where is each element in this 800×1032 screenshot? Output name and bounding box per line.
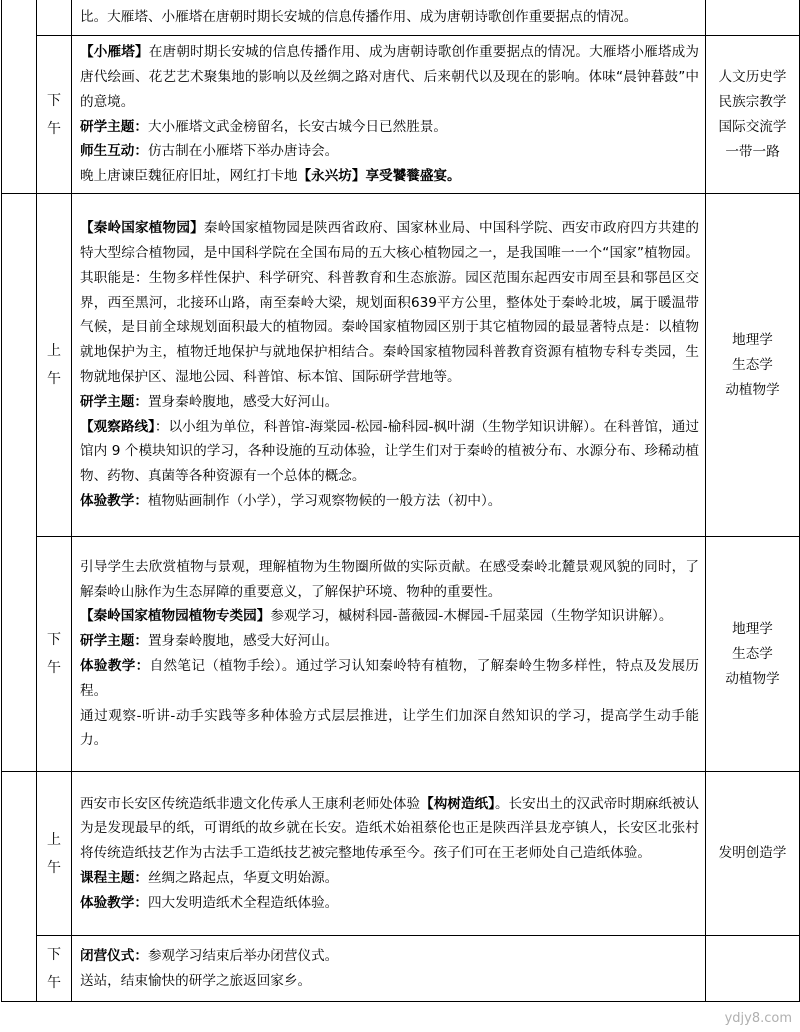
subject-item: 发明创造学	[718, 845, 787, 861]
subject-cell	[706, 772, 800, 936]
activity-title: 【构树造纸】	[420, 795, 495, 812]
experience-teaching: 体验教学：植物贴画制作（小学），学习观察物候的一般方法（初中）。	[80, 492, 502, 509]
half-day-cell: 上 午	[37, 194, 72, 537]
subject-cell-empty	[706, 936, 800, 1002]
table-row	[2, 772, 800, 936]
activity-paragraph: 【秦岭国家植物园植物专类园】参观学习，槭树科园-蔷薇园-木樨园-千屈菜园（生物学知识讲解）。	[80, 608, 673, 625]
subject-item: 动植物学	[725, 381, 780, 398]
activity-paragraph: 西安市长安区传统造纸非遗文化传承人王康利老师处体验【构树造纸】。长安出土的汉武帝时期麻纸被认为是发现最早的纸，可谓纸的故乡就在长安。造纸术始祖蔡伦也正是陕西洋县龙亭镇人，长安区北张村将传统造纸技艺作为古法手工造纸技艺被完整地传承至今。孩子们可在王老师处自己造纸体验。	[80, 795, 700, 862]
research-theme: 研学主题：大小雁塔文武金榜留名，长安古城今日已然胜景。	[80, 118, 448, 135]
activity-cell	[72, 0, 706, 36]
activity-paragraph: 引导学生去欣赏植物与景观，理解植物为生物圈所做的实际贡献。在感受秦岭北麓景观风貌的同时，了解秦岭山脉作为生态屏障的重要意义，了解保护环境、物种的重要性。	[80, 558, 699, 600]
activity-cell	[72, 772, 706, 936]
subject-item: 生态学	[732, 356, 773, 373]
experience-teaching: 体验教学：四大发明造纸术全程造纸体验。	[80, 894, 339, 911]
subject-item: 动植物学	[725, 670, 780, 687]
activity-text: 比。大雁塔、小雁塔在唐朝时期长安城的信息传播作用、成为唐朝诗歌创作重要据点的情况。	[80, 9, 638, 26]
subject-cell	[706, 537, 800, 772]
course-theme: 课程主题：丝绸之路起点，华夏文明始源。	[80, 869, 339, 886]
subject-item: 民族宗教学	[718, 93, 787, 110]
activity-paragraph: 送站，结束愉快的研学之旅返回家乡。	[80, 972, 312, 989]
activity-paragraph: 【秦岭国家植物园】秦岭国家植物园是陕西省政府、国家林业局、中国科学院、西安市政府四方共建的特大型综合植物园，是中国科学院在全国布局的五大核心植物园之一，是我国唯一一个“国家”植物园。其职能是：生物多样性保护、科学研究、科普教育和生态旅游。园区范围东起西安市周至县和鄠邑区交界，西至黑河，北接环山路，南至秦岭大梁，规划面积639平方公里，整体处于秦岭北坡，属于暖温带气候，是目前全球规划面积最大的植物园。秦岭国家植物园区别于其它植物园的最显著特点是：以植物就地保护为主，植物迁地保护与就地保护相结合。秦岭国家植物园科普教育资源有植物专科专类园，生物就地保护区、湿地公园、科普馆、标本馆、国际研学营地等。	[80, 220, 700, 385]
watermark: ydjy8.com	[724, 1011, 792, 1026]
activity-cell	[72, 537, 706, 772]
activity-title: 【秦岭国家植物园】	[80, 220, 204, 237]
observation-route: 【观察路线】：以小组为单位，科普馆-海棠园-松园-榆科园-枫叶湖（生物学知识讲解）。在科普馆，通过馆内 9 个模块知识的学习，各种设施的互动体验，让学生们对于秦岭的植被分布、水源分布、珍稀动植物、药物、真菌等各种资源有一个总体的概念。	[80, 418, 699, 485]
table-row	[2, 36, 800, 194]
half-day-cell: 下 午	[37, 537, 72, 772]
activity-title: 【秦岭国家植物园植物专类园】	[80, 608, 271, 625]
activity-cell	[72, 36, 706, 194]
subject-cell	[706, 36, 800, 194]
research-theme: 研学主题：置身秦岭腹地，感受大好河山。	[80, 393, 339, 410]
activity-title: 【小雁塔】	[80, 44, 149, 61]
subject-cell-empty	[706, 0, 800, 36]
subject-item: 一带一路	[725, 143, 780, 160]
activity-cell	[72, 936, 706, 1002]
research-theme: 研学主题：置身秦岭腹地，感受大好河山。	[80, 633, 339, 650]
day-cell	[2, 772, 37, 1002]
subject-item: 地理学	[732, 331, 773, 348]
closing-ceremony: 闭营仪式：参观学习结束后举办闭营仪式。	[80, 947, 339, 964]
experience-teaching: 体验教学：自然笔记（植物手绘）。通过学习认知秦岭特有植物，了解秦岭生物多样性，特点及发展历程。	[80, 658, 700, 699]
day-cell-empty	[2, 0, 37, 194]
half-day-cell: 下 午	[37, 936, 72, 1002]
half-day-cell: 上 午	[37, 772, 72, 936]
table-row	[2, 194, 800, 537]
day-cell	[2, 194, 37, 772]
table-row	[2, 936, 800, 1002]
activity-cell	[72, 194, 706, 537]
activity-paragraph: 通过观察-听讲-动手实践等多种体验方式层层推进，让学生们加深自然知识的学习，提高学生动手能力。	[80, 707, 699, 749]
teacher-student-interaction: 师生互动：仿古制在小雁塔下举办唐诗会。	[80, 143, 339, 160]
subject-item: 地理学	[732, 620, 773, 637]
itinerary-table	[1, 0, 800, 1002]
subject-item: 人文历史学	[718, 68, 787, 85]
activity-paragraph: 【小雁塔】在唐朝时期长安城的信息传播作用、成为唐朝诗歌创作重要据点的情况。大雁塔小雁塔成为唐代绘画、花艺艺术聚集地的影响以及丝绸之路对唐代、后来朝代以及现在的影响。体味“晨钟暮鼓”中的意境。	[80, 44, 699, 110]
half-day-cell-empty	[37, 0, 72, 36]
subject-cell	[706, 194, 800, 537]
subject-item: 生态学	[732, 645, 773, 662]
evening-activity: 晚上唐谏臣魏征府旧址，网红打卡地【永兴坊】享受饕餮盛宴。	[80, 168, 461, 185]
table-row	[2, 0, 800, 36]
table-row	[2, 537, 800, 772]
subject-item: 国际交流学	[718, 118, 787, 135]
half-day-cell: 下 午	[37, 36, 72, 194]
